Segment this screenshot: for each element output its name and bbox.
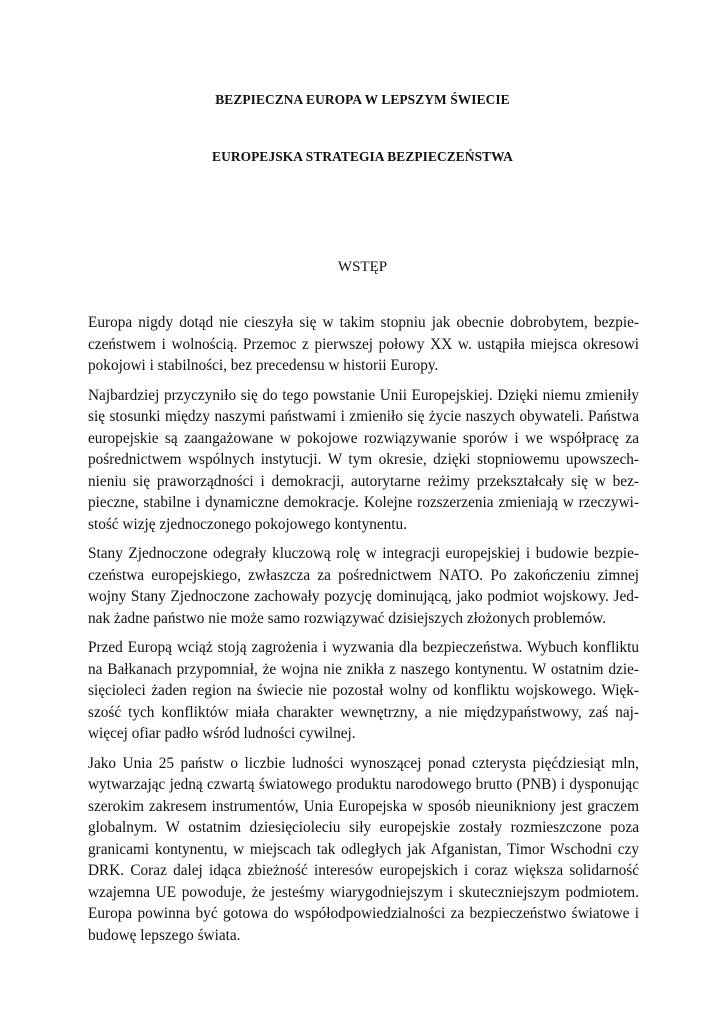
paragraph: Stany Zjednoczone odegrały kluczową rolę w integracji europejskiej i budowie bezpieczeństwa europejskiego, zwłaszcza za pośrednictwem NATO. Po zakończeniu zimnej wojny Stany Zjednoczone zachowały pozycję dominującą, jako podmiot wojskowy. Jednak żadne państwo nie może samo rozwiązywać dzisiejszych złożonych problemów.	[88, 545, 639, 627]
body-text	[88, 312, 639, 954]
paragraph: Najbardziej przyczyniło się do tego powstanie Unii Europejskiej. Dzięki niemu zmieniły się stosunki między naszymi państwami i zmieniło się życie naszych obywateli. Państwa europejskie są zaangażowane w pokojowe rozwiązywanie sporów i we współpracę za pośrednictwem wspólnych instytucji. W tym okresie, dzięki stopniowemu upowszechnieniu się praworządności i demokracji, autorytarne reżimy przekształcały się w bezpieczne, stabilne i dynamiczne demokracje. Kolejne rozszerzenia zmieniają w rzeczywistość wizję zjednoczonego pokojowego kontynentu.	[88, 386, 639, 533]
document-subtitle: EUROPEJSKA STRATEGIA BEZPIECZEŃSTWA	[212, 149, 513, 164]
paragraph: Jako Unia 25 państw o liczbie ludności wynoszącej ponad czterysta pięćdziesiąt mln, wytwarzając jedną czwartą światowego produktu narodowego brutto (PNB) i dysponując szerokim zakresem instrumentów, Unia Europejska w sposób nieunikniony jest graczem globalnym. W ostatnim dziesięcioleciu siły europejskie zostały rozmieszczone poza granicami kontynentu, w miejscach tak odległych jak Afganistan, Timor Wschodni czy DRK. Coraz dalej idąca zbieżność interesów europejskich i coraz większa solidarność wzajemna UE powoduje, że jesteśmy wiarygodniejszym i skuteczniejszym podmiotem. Europa powinna być gotowa do współodpowiedzialności za bezpieczeństwo światowe i budowę lepszego świata.	[88, 754, 639, 944]
section-heading: WSTĘP	[337, 259, 388, 275]
paragraph: Przed Europą wciąż stoją zagrożenia i wyzwania dla bezpieczeństwa. Wybuch konfliktu na Bałkanach przypomniał, że wojna nie znikła z naszego kontynentu. W ostatnim dziesięcioleci żaden region na świecie nie pozostał wolny od konfliktu wojskowego. Większość tych konfliktów miała charakter wewnętrzny, a nie międzypaństwowy, zaś najwięcej ofiar padło wśród ludności cywilnej.	[88, 639, 639, 742]
document-title: BEZPIECZNA EUROPA W LEPSZYM ŚWIECIE	[215, 92, 510, 107]
paragraph: Europa nigdy dotąd nie cieszyła się w takim stopniu jak obecnie dobrobytem, bezpieczeństwem i wolnością. Przemoc z pierwszej połowy XX w. ustąpiła miejsca okresowi pokojowi i stabilności, bez precedensu w historii Europy.	[88, 314, 639, 374]
